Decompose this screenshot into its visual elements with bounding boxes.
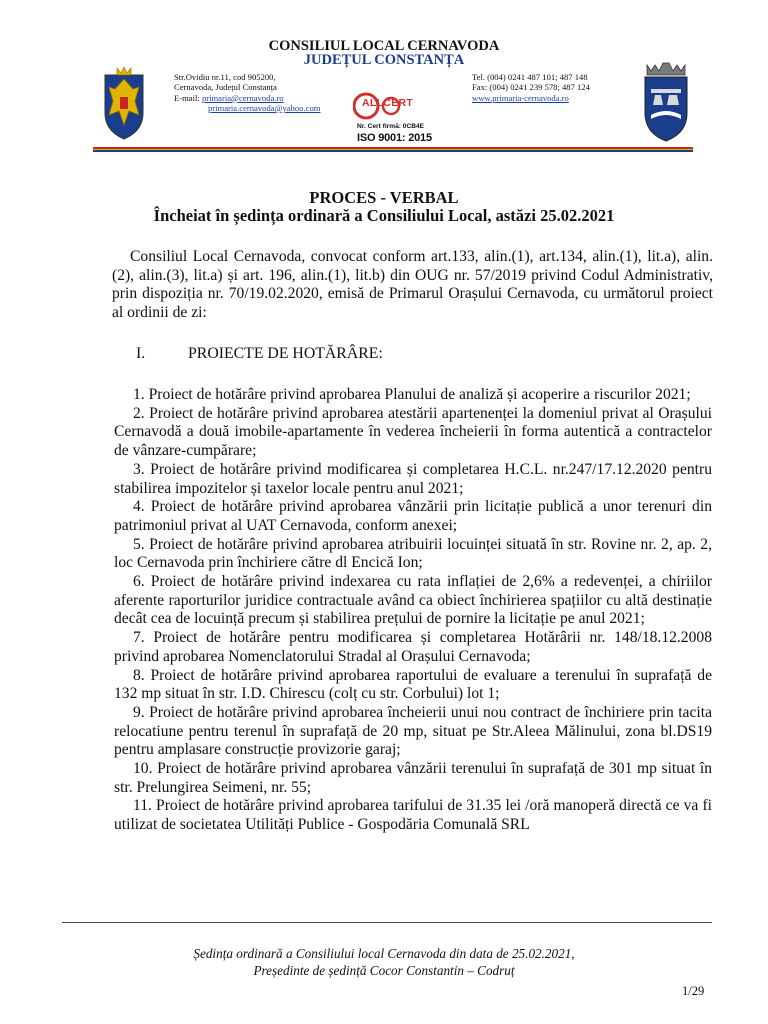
footer-line-2: Președinte de ședință Cocor Constantin – Codruț	[253, 963, 515, 978]
council-name: CONSILIUL LOCAL CERNAVODA	[268, 38, 500, 54]
email-link-2[interactable]: primaria.cernavoda@yahoo.com	[208, 102, 321, 113]
list-item: 9. Proiect de hotărâre privind aprobarea încheierii unui nou contract de închiriere prin tacita relocatiune pentru terenul în suprafață de 20 mp, situat pe Str.Aleea Mălinului, zona bl.DS19 pentru amplasare construcție provizorie garaj;	[114, 703, 712, 759]
header-rule	[93, 147, 693, 152]
agenda-list	[114, 386, 712, 835]
footer-line-1: Ședința ordinară a Consiliului local Cernavoda din data de 25.02.2021,	[193, 946, 575, 961]
list-item: 3. Proiect de hotărâre privind modificarea și completarea H.C.L. nr.247/17.12.2020 pentru stabilirea impozitelor și taxelor locale pentru anul 2021;	[114, 460, 712, 497]
certification-logo-text: ALLCERT	[362, 97, 414, 109]
romania-coat-of-arms-icon	[95, 65, 153, 143]
list-item: 11. Proiect de hotărâre privind aprobarea tarifului de 31.35 lei /oră manoperă directă ce va fi utilizat de societatea Utilități Publice - Gospodăria Comunală SRL	[114, 797, 712, 834]
list-item: 2. Proiect de hotărâre privind aprobarea atestării apartenenței la domeniul privat al Orașului Cernavodă a două imobile-apartamente în vederea încheierii în forma autentică a contractelor de vânzare-cumpărare;	[114, 404, 712, 460]
list-item: 10. Proiect de hotărâre privind aprobarea vânzării terenului în suprafață de 301 mp situat în str. Prelungirea Seimeni, nr. 55;	[114, 760, 712, 796]
document-title: PROCES - VERBAL	[309, 188, 459, 207]
list-item: 5. Proiect de hotărâre privind aprobarea atribuirii locuinței situată în str. Rovine nr. 2, ap. 2, loc Cernavoda prin închiriere către dl Encică Ion;	[114, 535, 712, 572]
section-number: I.	[136, 345, 146, 362]
document-subtitle: Încheiat în ședința ordinară a Consiliului Local, astăzi 25.02.2021	[153, 206, 615, 225]
city-coat-of-arms-icon	[641, 61, 691, 145]
footer-rule	[62, 922, 712, 923]
page-number: 1/29	[682, 984, 705, 998]
list-item: 6. Proiect de hotărâre privind indexarea cu rata inflației de 2,6% a redevenței, a chiriilor aferente raporturilor juridice contractuale având ca obiect închirierea spațiilor cu altă destinație decât cea de locuință precum și stabilirea prețului de pornire la licitație pe anul 2021;	[114, 573, 712, 628]
list-item: 1. Proiect de hotărâre privind aprobarea Planului de analiză și acoperire a riscurilor 2021;	[133, 386, 691, 403]
iso-label: ISO 9001: 2015	[357, 132, 432, 144]
address-line-2: Cernavoda, Județul Constanța	[174, 82, 277, 93]
list-item: 8. Proiect de hotărâre privind aprobarea raportului de evaluare a terenului în suprafață de 132 mp situat în str. I.D. Chirescu (colț cu str. Corbului) lot 1;	[114, 666, 712, 703]
intro-text: Consiliul Local Cernavoda, convocat conform art.133, alin.(1), art.134, alin.(1), lit.a), alin.(2), alin.(3), lit.a) și art. 196, alin.(1), lit.b) din OUG nr. 57/2019 privind Codul Administrativ, prin dispoziția nr. 70/19.02.2020, emisă de Primarul Orașului Cernavoda, cu următorul proiect al ordinii de zi:	[112, 248, 713, 322]
section-title: PROIECTE DE HOTĂRÂRE:	[188, 345, 383, 362]
intro-paragraph	[112, 248, 713, 323]
county-name: JUDEȚUL CONSTANȚA	[303, 52, 465, 68]
list-item: 4. Proiect de hotărâre privind aprobarea vânzării prin licitație publică a unor terenuri din patrimoniul privat al UAT Cernavoda, conform anexei;	[114, 498, 712, 534]
phone: Tel. (004) 0241 487 101; 487 148	[472, 72, 588, 82]
address-line-1: Str.Ovidiu nr.11, cod 905200,	[174, 72, 276, 82]
email-link-1[interactable]: primaria@cernavoda.ro	[201, 92, 284, 103]
fax: Fax: (004) 0241 239 578; 487 124	[472, 82, 590, 93]
list-item: 7. Proiect de hotărâre pentru modificarea și completarea Hotărârii nr. 148/18.12.2008 privind aprobarea Nomenclatorului Stradal al Orașului Cernavoda;	[114, 629, 712, 665]
cert-number: Nr. Cert firmă: 0CB4E	[357, 123, 425, 130]
address-block	[174, 72, 354, 113]
website-link[interactable]: www.primaria-cernavoda.ro	[472, 92, 569, 103]
contact-block	[472, 72, 652, 103]
email-label: E-mail:	[174, 92, 200, 103]
